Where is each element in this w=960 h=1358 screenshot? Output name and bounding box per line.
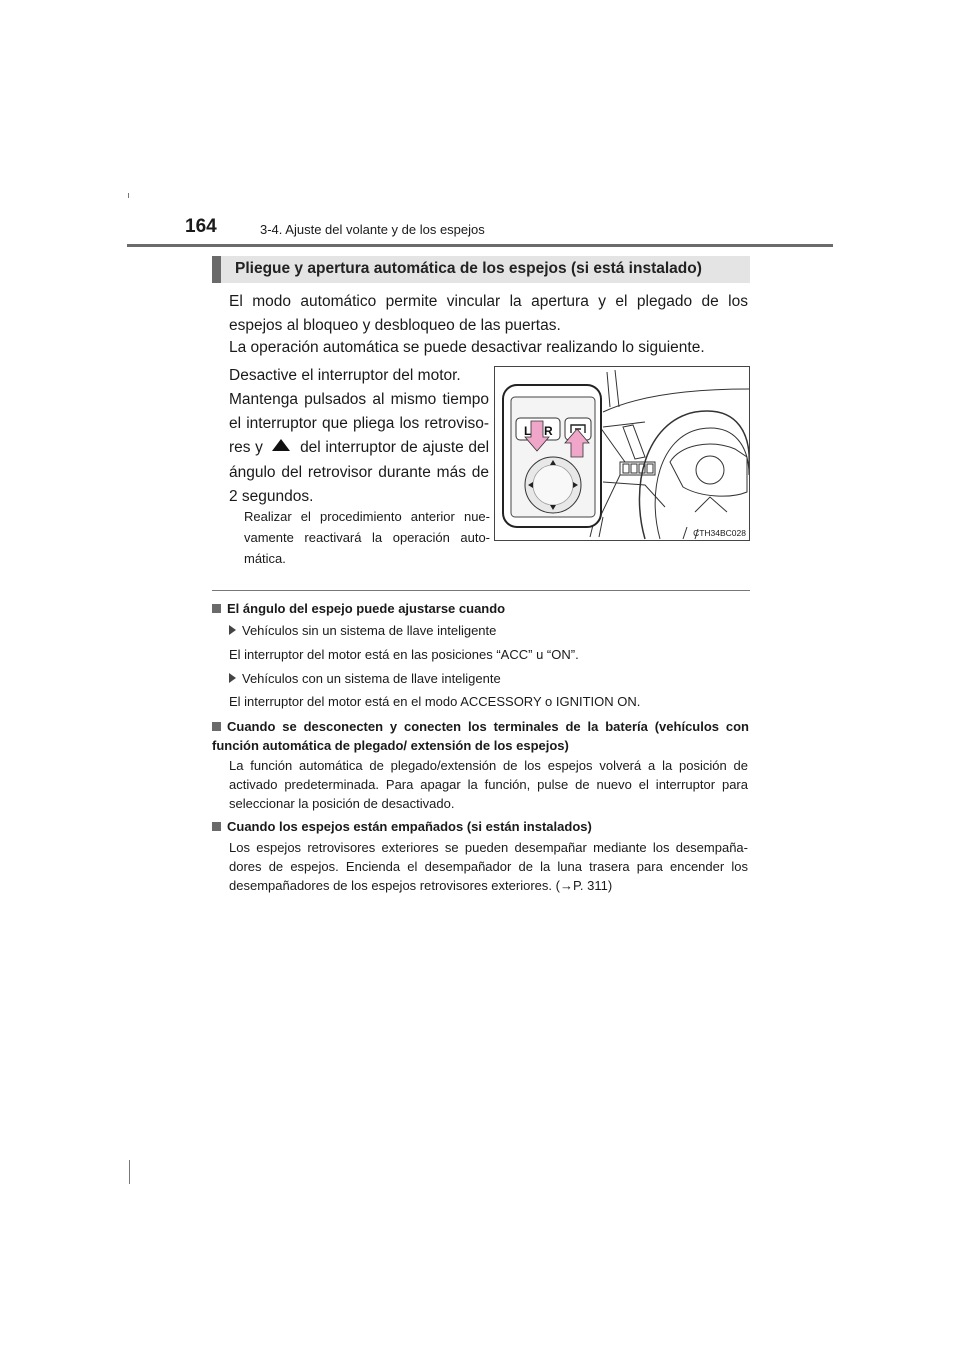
- section-header: 3-4. Ajuste del volante y de los espejos: [260, 222, 485, 237]
- step-text-part: Mantenga pulsados al mismo tiempo el interruptor que pliega los retroviso- res y: [229, 391, 489, 457]
- arrow-bullet-icon: [229, 673, 236, 683]
- note-subheading-text: Vehículos con un sistema de llave inteligente: [242, 671, 501, 686]
- intro-paragraph: El modo automático permite vincular la apertura y el plegado de los espejos al bloqueo y desbloqueo de las puertas.: [229, 293, 748, 334]
- note-text: La función automática de plegado/extensión de los espejos volverá a la posición de activado predeterminada. Para apagar la función, pulse de nuevo el interruptor para seleccionar la posición de desactivado.: [229, 758, 748, 811]
- note-heading-text: Cuando se desconecten y conecten los terminales de la batería (vehículos con función automática de plegado/ extensión de los espejos): [212, 719, 749, 753]
- header-rule: [127, 244, 833, 247]
- note-heading-text: Cuando los espejos están empañados (si están instalados): [227, 819, 592, 834]
- step-text: [229, 388, 489, 509]
- note-text: Realizar el procedimiento anterior nue- vamente reactivará la operación auto- mática.: [244, 509, 490, 566]
- illustration-code: CTH34BC028: [693, 528, 746, 538]
- mirror-switch-illustration: [494, 366, 750, 541]
- note-subheading: [229, 621, 749, 640]
- note-text: El interruptor del motor está en las posiciones “ACC” u “ON”.: [229, 647, 579, 662]
- note-heading: [212, 717, 749, 755]
- section-divider: [212, 590, 750, 591]
- step-text: Desactive el interruptor del motor.: [229, 367, 461, 384]
- page-number: 164: [185, 216, 217, 237]
- note-subheading-text: Vehículos sin un sistema de llave inteligente: [242, 623, 497, 638]
- margin-tick: [128, 193, 129, 198]
- note-text: El interruptor del motor está en el modo ACCESSORY o IGNITION ON.: [229, 694, 641, 709]
- margin-tick: [129, 1160, 130, 1184]
- note-heading: [212, 817, 752, 836]
- triangle-up-icon: [271, 436, 291, 460]
- section-title-bar: [212, 256, 750, 283]
- step-text-part: del interruptor de ajuste del ángulo del retrovisor durante más de 2 segundos.: [229, 439, 490, 506]
- note-heading-text: El ángulo del espejo puede ajustarse cuando: [227, 601, 506, 616]
- square-bullet-icon: [212, 604, 221, 613]
- illustration-drawing: [495, 367, 749, 540]
- intro-paragraph: La operación automática se puede desactivar realizando lo siguiente.: [229, 339, 705, 356]
- switch-label-r: R: [544, 424, 553, 438]
- square-bullet-icon: [212, 822, 221, 831]
- arrow-bullet-icon: [229, 625, 236, 635]
- note-heading: [212, 599, 752, 618]
- note-text: Los espejos retrovisores exteriores se pueden desempañar mediante los desempaña- dores de espejos. Encienda el desempañador de la luna trasera para encender los desempañadores de los espejos retrovisores exteriores. (→P. 311): [229, 840, 748, 893]
- square-bullet-icon: [212, 722, 221, 731]
- switch-label-l: L: [524, 424, 532, 438]
- section-title: Pliegue y apertura automática de los espejos (si está instalado): [235, 260, 702, 277]
- note-subheading: [229, 669, 749, 688]
